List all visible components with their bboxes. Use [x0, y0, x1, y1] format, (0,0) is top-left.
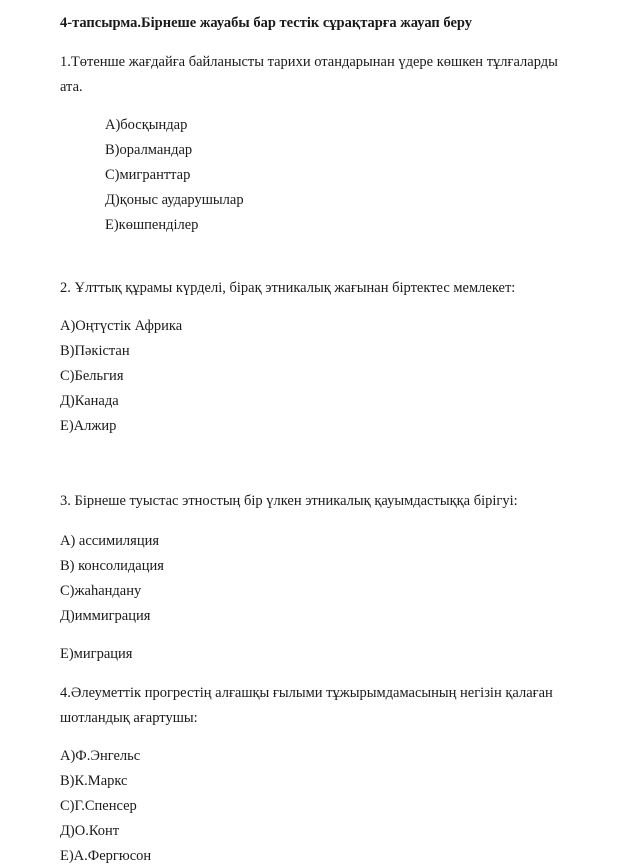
- question-1-line-2: ата.: [60, 79, 83, 95]
- question-2-option-d: Д)Канада: [60, 393, 119, 409]
- question-4-option-c: С)Г.Спенсер: [60, 798, 137, 814]
- question-4-option-b: В)К.Маркс: [60, 773, 128, 789]
- question-1-option-c: С)мигранттар: [105, 167, 191, 183]
- question-3-option-e: Е)миграция: [60, 646, 133, 662]
- question-3-option-c: С)жаһандану: [60, 583, 142, 599]
- question-1-line-1: 1.Төтенше жағдайға байланысты тарихи отандарынан үдере көшкен тұлғаларды: [60, 54, 558, 70]
- question-3-option-b: В) консолидация: [60, 558, 164, 574]
- question-3-line-1: 3. Бірнеше туыстас этностың бір үлкен этникалық қауымдастыққа бірігуі:: [60, 493, 518, 509]
- question-1-option-e: Е)көшпенділер: [105, 217, 199, 233]
- question-1-option-b: В)оралмандар: [105, 142, 193, 158]
- question-4-line-2: шотландық ағартушы:: [60, 710, 198, 726]
- task-title: 4-тапсырма.Бірнеше жауабы бар тестік сұрақтарға жауап беру: [60, 15, 473, 31]
- question-2-option-b: В)Пәкістан: [60, 343, 130, 359]
- question-1-option-d: Д)қоныс аударушылар: [105, 192, 244, 208]
- question-2-line-1: 2. Ұлттық құрамы күрделі, бірақ этникалық жағынан біртектес мемлекет:: [60, 280, 516, 296]
- question-4-option-e: Е)А.Фергюсон: [60, 848, 152, 864]
- question-2-option-c: С)Бельгия: [60, 368, 124, 384]
- question-3-option-d: Д)иммиграция: [60, 608, 151, 624]
- question-1-option-a: А)босқындар: [105, 117, 188, 133]
- question-4-line-1: 4.Әлеуметтік прогрестің алғашқы ғылыми тұжырымдамасының негізін қалаған: [60, 685, 553, 701]
- question-2-option-a: А)Оңтүстік Африка: [60, 318, 183, 334]
- question-2-option-e: Е)Алжир: [60, 418, 117, 434]
- question-4-option-a: А)Ф.Энгельс: [60, 748, 141, 764]
- question-3-option-a: А) ассимиляция: [60, 533, 160, 549]
- question-4-option-d: Д)О.Конт: [60, 823, 120, 839]
